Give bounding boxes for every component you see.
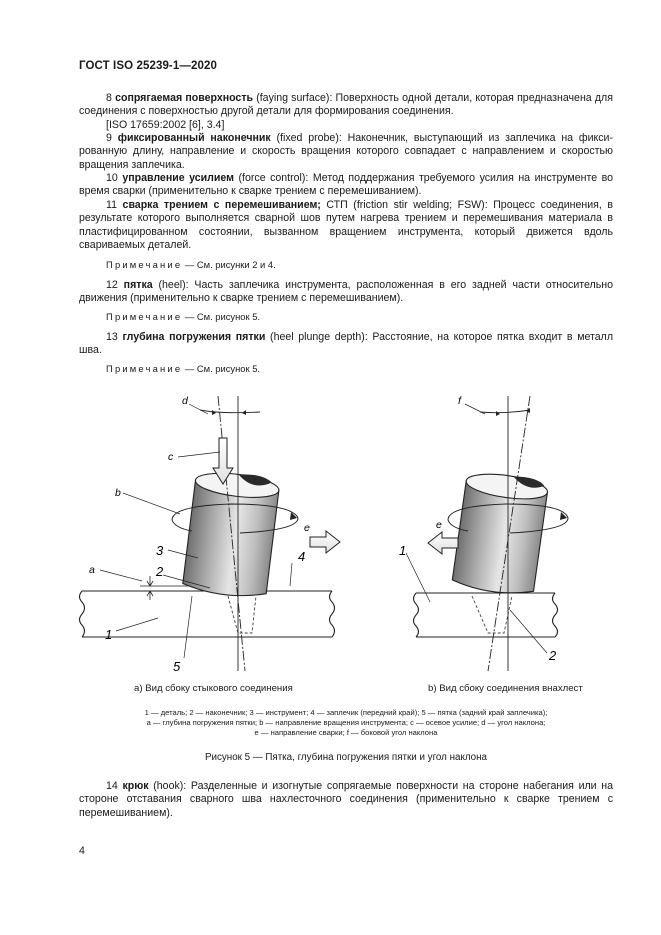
label-e-a: e	[304, 522, 310, 534]
entry-14: 14 крюк (hook): Разделенные и изогнутые сопрягаемые поверхности на стороне набегания или на стороне отставания сварного шва нахлесточного соединения (применительно к сварке трением с перемешиванием).	[79, 780, 614, 819]
page-number: 4	[79, 845, 85, 857]
term-heel: пятка	[123, 279, 153, 291]
entry-8-reference: [ISO 17659:2002 [6], 3.4]	[106, 119, 225, 131]
angle-f-arc	[480, 410, 530, 413]
entry-11: 11 сварка трением с перемешиванием; СТП (friction stir welding; FSW): Процесс соединения, в результате которого выполняется сварной шов путем нагрева трением и перемешивания материала в пластифицированном состоянии, вызванном вращением инструмента, который движется вдоль свариваемых деталей.	[79, 199, 613, 252]
caption-b: b) Вид сбоку соединения внахлест	[428, 683, 583, 694]
document-header: ГОСТ ISO 25239-1—2020	[79, 60, 217, 72]
term-fixed-probe: фиксированный наконечник	[117, 132, 271, 144]
label-b-a: b	[115, 487, 121, 499]
label-2-a: 2	[156, 564, 164, 579]
label-1-a: 1	[105, 627, 113, 642]
entry-12: 12 пятка (heel): Часть заплечика инструмента, расположенная в его задней части относительно движения (применительно к сварке трением с перемешиванием).	[79, 279, 613, 305]
figure-legend-line-1: 1 — деталь; 2 — наконечник; 3 — инструмент; 4 — заплечик (передний край); 5 — пятка (задний край заплечика);	[144, 708, 548, 717]
figure-legend-line-2: a — глубина погружения пятки; b — направление вращения инструмента; c — осевое усилие; d — угол наклона;	[146, 718, 546, 727]
term-force-control: управление усилием	[122, 172, 234, 184]
term-hook: крюк	[122, 780, 149, 792]
angle-d-arc	[200, 410, 260, 413]
tool-cylinder-a	[182, 468, 280, 600]
caption-a: а) Вид сбоку стыкового соединения	[134, 683, 293, 694]
view-b-lap-joint	[399, 395, 568, 671]
workpiece-b	[414, 593, 558, 637]
probe-zone-b	[472, 596, 512, 633]
probe-zone-a	[228, 596, 256, 633]
label-5-a: 5	[173, 659, 181, 674]
label-e-b: e	[436, 519, 442, 531]
figure-legend-line-3: e — направление сварки; f — боковой угол наклона	[254, 728, 438, 737]
tool-cylinder-b	[451, 469, 549, 597]
label-4-a: 4	[298, 549, 306, 564]
figure-5-diagram	[60, 378, 620, 678]
label-d: d	[182, 395, 188, 407]
view-a-butt-joint	[80, 395, 341, 674]
weld-direction-arrow-a	[310, 531, 340, 553]
label-3-a: 3	[156, 543, 164, 558]
entry-10: 10 управление усилием (force control): Метод поддержания требуемого усилия на инструменте во время сварки (применительно к сварке трением с перемешиванием).	[79, 172, 613, 198]
note-1: Примечание — См. рисунки 2 и 4.	[106, 259, 276, 270]
label-a: a	[89, 564, 95, 576]
label-1-b: 1	[399, 543, 407, 558]
label-f: f	[458, 395, 461, 407]
label-c: c	[168, 451, 174, 463]
label-2-b: 2	[549, 648, 557, 663]
entry-13: 13 глубина погружения пятки (heel plunge depth): Расстояние, на которое пятка входит в металл шва.	[79, 331, 613, 357]
term-faying-surface: сопрягаемая поверхность	[115, 92, 254, 104]
term-friction-stir-welding: сварка трением с перемешиванием;	[122, 199, 321, 211]
note-2: Примечание — См. рисунок 5.	[106, 311, 261, 322]
weld-direction-arrow-b	[428, 532, 458, 554]
entry-8: 8 сопрягаемая поверхность (faying surface): Поверхность одной детали, которая предназначена для соединения с поверхностью другой детали для формирования соединения.	[79, 92, 613, 118]
term-heel-plunge-depth: глубина погружения пятки	[122, 331, 266, 343]
figure-title: Рисунок 5 — Пятка, глубина погружения пятки и угол наклона	[204, 752, 487, 763]
note-3: Примечание — См. рисунок 5.	[106, 363, 261, 374]
entry-9: 9 фиксированный наконечник (fixed probe): Наконечник, выступающий из заплечика на фикси- рованную длину, направление и скорость вращения которого совпадает с направлением и скоростью вращения заплечика.	[79, 132, 613, 171]
